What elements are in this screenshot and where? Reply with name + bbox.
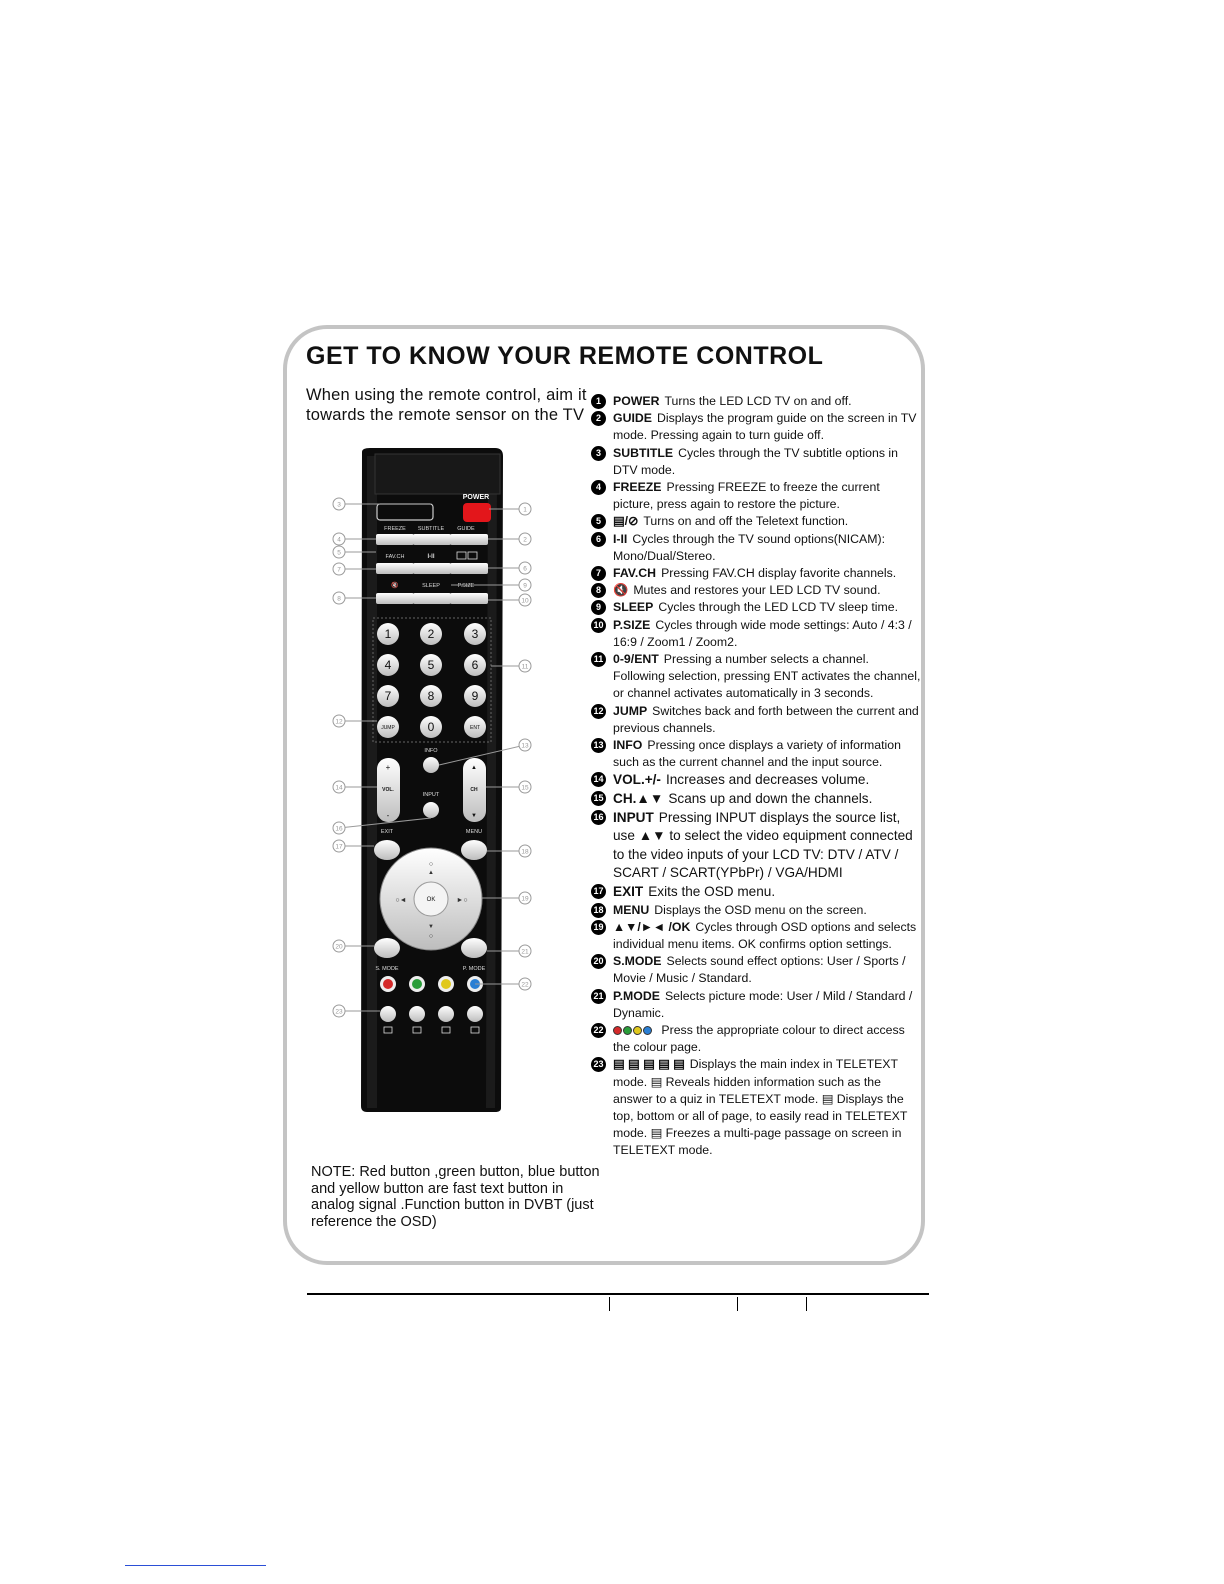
- item-key: ▲▼/►◄ /OK: [613, 919, 691, 934]
- callout-number: 22: [521, 981, 529, 989]
- item-key: EXIT: [613, 884, 644, 900]
- psize-button[interactable]: [450, 593, 488, 604]
- svg-text:○◄: ○◄: [395, 897, 407, 904]
- digit-label: 4: [384, 658, 392, 672]
- item-number-badge: 16: [591, 810, 606, 825]
- item-description: Pressing INPUT displays the source list, use ▲▼ to select the video equipment connected to the video inputs of your LCD TV: DTV / ATV / SCART / SCART(YPbPr) / VGA/HDMI: [613, 809, 913, 881]
- callout-number: 13: [521, 742, 529, 750]
- color-dot-icon: [613, 1026, 622, 1035]
- item-number-badge: 8: [591, 583, 606, 598]
- info-label: INFO: [424, 748, 438, 754]
- page-title: GET TO KNOW YOUR REMOTE CONTROL: [306, 342, 824, 370]
- description-item: [591, 1056, 921, 1159]
- description-item: [591, 565, 921, 582]
- item-description: Cycles through the TV subtitle options in DTV mode.: [613, 445, 898, 477]
- item-key: MENU: [613, 902, 650, 917]
- guide-button[interactable]: [450, 534, 488, 545]
- description-item: [591, 582, 921, 599]
- guide-label: GUIDE: [457, 526, 475, 532]
- digit-label: 1: [384, 627, 392, 641]
- callout-number: 6: [523, 565, 527, 573]
- description-item: [591, 445, 921, 479]
- pmode-label: P. MODE: [462, 966, 486, 972]
- description-item: [591, 410, 921, 444]
- item-number-badge: 11: [591, 652, 606, 667]
- jump-label: JUMP: [381, 725, 395, 731]
- item-description: Scans up and down the channels.: [668, 791, 873, 807]
- description-item: [591, 703, 921, 737]
- item-number-badge: 7: [591, 566, 606, 581]
- teletext-function-button[interactable]: [467, 1006, 483, 1022]
- favch-label: FAV.CH: [385, 554, 405, 560]
- footer-tick: [737, 1297, 738, 1311]
- freeze-label: FREEZE: [384, 526, 406, 532]
- item-key: FAV.CH: [613, 566, 657, 581]
- svg-text:○: ○: [428, 861, 434, 868]
- subtitle-label: SUBTITLE: [417, 526, 445, 532]
- description-item: [591, 513, 921, 530]
- item-description: Pressing FAV.CH display favorite channels.: [661, 566, 897, 581]
- digit-label: 7: [384, 689, 392, 703]
- item-key: I-II: [613, 531, 628, 546]
- item-number-badge: 22: [591, 1023, 606, 1038]
- item-description: Displays the main index in TELETEXT mode. ▤ Reveals hidden information such as the answer to a quiz in TELETEXT mode. ▤ Displays the top, bottom or all of page, to easily read in TELETEXT mode. ▤ Freezes a multi-page passage on screen in TELETEXT mode.: [613, 1057, 908, 1158]
- description-item: [591, 1022, 921, 1056]
- description-item: [591, 479, 921, 513]
- description-item: [591, 771, 921, 790]
- footer-tick: [806, 1297, 807, 1311]
- item-description: Selects sound effect options: User / Sports / Movie / Music / Standard.: [613, 954, 906, 986]
- item-number-badge: 18: [591, 903, 606, 918]
- item-description: Increases and decreases volume.: [665, 772, 870, 788]
- callout-number: 5: [337, 549, 341, 557]
- svg-text:+: +: [385, 763, 391, 772]
- description-item: [591, 883, 921, 902]
- item-key: GUIDE: [613, 411, 652, 426]
- footer-tick: [609, 1297, 610, 1311]
- footer-rule: [307, 1293, 929, 1295]
- callout-number: 7: [337, 566, 341, 574]
- svg-text:○: ○: [428, 933, 434, 940]
- item-key: INPUT: [613, 809, 654, 825]
- ir-window: [375, 454, 500, 494]
- description-item: [591, 902, 921, 919]
- smode-label: S. MODE: [375, 966, 399, 972]
- item-number-badge: 3: [591, 446, 606, 461]
- item-key: JUMP: [613, 703, 648, 718]
- color-button-dot: [383, 979, 393, 989]
- callout-number: 19: [521, 895, 529, 903]
- item-key: P.MODE: [613, 988, 660, 1003]
- color-button-dot: [441, 979, 451, 989]
- item-key: FREEZE: [613, 480, 662, 495]
- item-key: SUBTITLE: [613, 445, 674, 460]
- footer-link-line: [125, 1565, 266, 1566]
- subtitle-button[interactable]: [413, 534, 451, 545]
- item-description: Cycles through OSD options and selects individual menu items. OK confirms option settings.: [613, 919, 917, 952]
- item-description: Cycles through wide mode settings: Auto / 4:3 / 16:9 / Zoom1 / Zoom2.: [613, 617, 912, 649]
- color-dot-icon: [643, 1026, 652, 1035]
- favch-button[interactable]: [376, 563, 414, 574]
- callout-number: 1: [523, 506, 527, 514]
- callout-number: 20: [335, 943, 343, 951]
- item-number-badge: 13: [591, 738, 606, 753]
- freeze-button[interactable]: [376, 534, 414, 545]
- item-number-badge: 2: [591, 411, 606, 426]
- item-description: Exits the OSD menu.: [648, 884, 776, 900]
- item-number-badge: 14: [591, 772, 606, 787]
- item-description: Displays the OSD menu on the screen.: [654, 902, 867, 917]
- numpad: [377, 623, 486, 707]
- svg-text:▼: ▼: [428, 924, 434, 930]
- callout-number: 2: [523, 536, 527, 544]
- callout-number: 21: [521, 948, 529, 956]
- item-number-badge: 20: [591, 954, 606, 969]
- callout-number: 15: [521, 784, 529, 792]
- description-item: [591, 737, 921, 771]
- item-key: VOL.+/-: [613, 772, 661, 788]
- callout-number: 9: [523, 582, 527, 590]
- item-key: P.SIZE: [613, 617, 651, 632]
- item-description: Cycles through the LED LCD TV sleep time.: [658, 600, 898, 615]
- description-item: [591, 953, 921, 987]
- digit-label: 8: [427, 689, 435, 703]
- ent-label: ENT: [470, 725, 480, 731]
- menu-button[interactable]: [461, 840, 487, 860]
- item-number-badge: 21: [591, 989, 606, 1004]
- teletext-button[interactable]: [450, 563, 488, 574]
- callout-number: 8: [337, 595, 341, 603]
- vol-label: VOL.: [382, 787, 394, 793]
- teletext-function-button[interactable]: [409, 1006, 425, 1022]
- svg-text:▲: ▲: [471, 765, 477, 771]
- item-description: Cycles through the TV sound options(NICAM): Mono/Dual/Stereo.: [613, 531, 886, 563]
- intro-text: When using the remote control, aim it towards the remote sensor on the TV: [306, 386, 587, 424]
- input-button[interactable]: [423, 802, 439, 818]
- callout-number: 4: [337, 536, 341, 544]
- digit-label: 6: [471, 658, 479, 672]
- sleep-label: SLEEP: [422, 583, 440, 589]
- item-number-badge: 19: [591, 920, 606, 935]
- remote-illustration: [325, 448, 555, 1128]
- item-description: Selects picture mode: User / Mild / Standard / Dynamic.: [613, 988, 913, 1020]
- callout-number: 3: [337, 501, 341, 509]
- item-number-badge: 6: [591, 532, 606, 547]
- color-dot-icon: [623, 1026, 632, 1035]
- callout-number: 12: [335, 718, 343, 726]
- menu-label: MENU: [465, 829, 483, 835]
- ok-label: OK: [426, 897, 436, 903]
- item-key: SLEEP: [613, 600, 654, 615]
- color-button-dot: [412, 979, 422, 989]
- callout-number: 16: [335, 825, 343, 833]
- svg-text:-: -: [386, 811, 390, 820]
- item-description: Displays the program guide on the screen in TV mode. Pressing again to turn guide off.: [613, 411, 917, 443]
- item-number-badge: 5: [591, 514, 606, 529]
- ch-label: CH: [470, 787, 478, 793]
- item-key: POWER: [613, 394, 660, 408]
- item-description: Mutes and restores your LED LCD TV sound.: [633, 583, 881, 598]
- item-number-badge: 17: [591, 884, 606, 899]
- psize-label: P.SIZE: [457, 583, 475, 589]
- digit-label: 9: [471, 689, 479, 703]
- digit-label: 3: [471, 627, 479, 641]
- item-number-badge: 23: [591, 1057, 606, 1072]
- description-item: [591, 809, 921, 883]
- item-number-badge: 12: [591, 704, 606, 719]
- input-label: INPUT: [422, 792, 440, 798]
- description-item: [591, 919, 921, 953]
- description-item: [591, 651, 921, 703]
- sleep-button[interactable]: [413, 593, 451, 604]
- callout-number: 18: [521, 848, 529, 856]
- item-key: ▤/⊘: [613, 514, 639, 529]
- item-number-badge: 15: [591, 791, 606, 806]
- description-item: [591, 599, 921, 616]
- item-number-badge: 1: [591, 394, 606, 409]
- exit-label: EXIT: [380, 829, 394, 835]
- description-item: [591, 988, 921, 1022]
- dual-sound-button[interactable]: [413, 563, 451, 574]
- callout-number: 11: [521, 663, 529, 671]
- item-description: Turns on and off the Teletext function.: [643, 514, 849, 529]
- description-item: [591, 790, 921, 809]
- teletext-function-button[interactable]: [380, 1006, 396, 1022]
- teletext-function-button[interactable]: [438, 1006, 454, 1022]
- button-descriptions: [591, 393, 921, 1160]
- description-item: [591, 531, 921, 565]
- callout-number: 23: [335, 1008, 343, 1016]
- zero-label: 0: [427, 720, 435, 734]
- item-number-badge: 4: [591, 480, 606, 495]
- svg-text:▼: ▼: [471, 813, 477, 819]
- item-description: Pressing FREEZE to freeze the current picture, press again to restore the picture.: [613, 480, 880, 512]
- mute-label-icon: 🔇: [391, 583, 399, 589]
- color-dot-icon: [633, 1026, 642, 1035]
- item-key: ▤ ▤ ▤ ▤ ▤: [613, 1057, 685, 1072]
- item-number-badge: 9: [591, 600, 606, 615]
- item-description: Pressing a number selects a channel. Following selection, pressing ENT activates the channel, or channel activates automatically in 3 seconds.: [613, 652, 921, 701]
- item-description: Turns the LED LCD TV on and off.: [664, 394, 852, 408]
- power-label: POWER: [462, 494, 490, 501]
- info-button[interactable]: [423, 757, 439, 773]
- pmode-button[interactable]: [461, 938, 487, 958]
- note-text: NOTE: Red button ,green button, blue button and yellow button are fast text button in analog signal .Function button in DVBT (just reference the OSD): [311, 1164, 600, 1230]
- digit-label: 5: [427, 658, 435, 672]
- item-number-badge: 10: [591, 618, 606, 633]
- item-key: 🔇: [613, 583, 629, 598]
- item-description: Switches back and forth between the current and previous channels.: [613, 703, 919, 735]
- item-description: Press the appropriate colour to direct access the colour page.: [613, 1023, 905, 1055]
- power-button[interactable]: [463, 503, 491, 522]
- item-key: S.MODE: [613, 954, 662, 969]
- svg-text:►○: ►○: [456, 897, 468, 904]
- description-item: [591, 617, 921, 651]
- svg-text:▲: ▲: [428, 870, 434, 876]
- item-description: Pressing once displays a variety of information such as the current channel and the input source.: [613, 738, 901, 770]
- mute-button[interactable]: [376, 593, 414, 604]
- dual-sound-label: I-II: [427, 554, 435, 560]
- item-key: INFO: [613, 738, 643, 753]
- digit-label: 2: [427, 627, 435, 641]
- smode-button[interactable]: [374, 938, 400, 958]
- callout-number: 17: [335, 843, 343, 851]
- exit-button[interactable]: [374, 840, 400, 860]
- item-key: 0-9/ENT: [613, 652, 659, 667]
- description-item: [591, 393, 921, 410]
- item-key: CH.▲▼: [613, 791, 664, 807]
- callout-number: 14: [335, 784, 343, 792]
- callout-number: 10: [521, 597, 529, 605]
